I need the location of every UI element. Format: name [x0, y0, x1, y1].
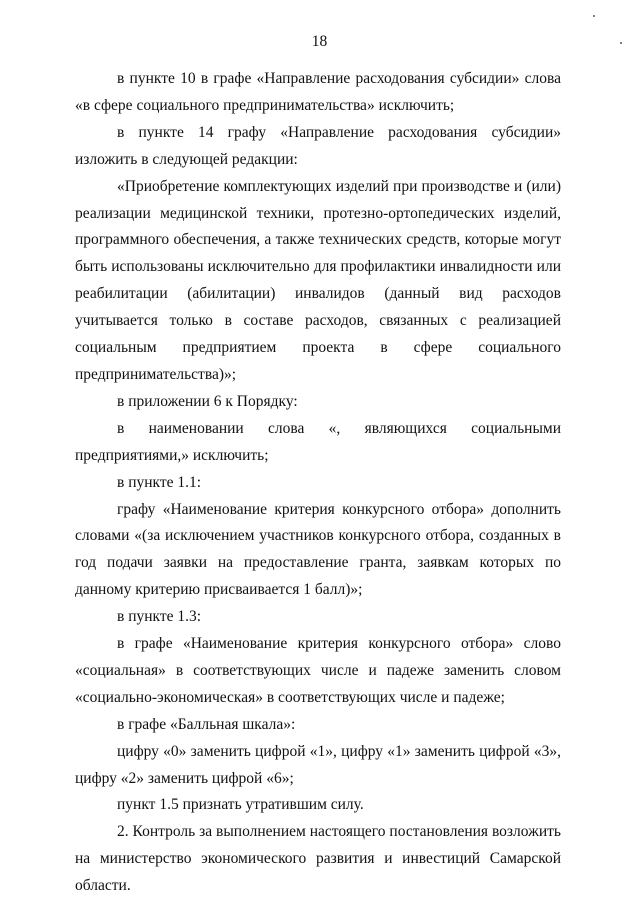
page-number: 18: [311, 33, 328, 50]
paragraph: в пункте 10 в графе «Направление расходования субсидии» слова «в сфере социального предпринимательства» исключить;: [75, 70, 561, 114]
paragraph: в наименовании слова «, являющихся социальными предприятиями,» исключить;: [75, 419, 561, 464]
paragraph: в пункте 14 графу «Направление расходования субсидии» изложить в следующей редакции:: [75, 123, 561, 168]
document-body: [75, 66, 561, 900]
paragraph: в пункте 1.3:: [117, 608, 202, 626]
paragraph: в графе «Наименование критерия конкурсного отбора» слово «социальная» в соответствующих числе и падеже заменить словом «социально-экономическая» в соответствующих числе и падеже;: [75, 635, 561, 706]
paragraph: в пункте 1.1:: [117, 473, 202, 491]
paragraph: цифру «0» заменить цифрой «1», цифру «1» заменить цифрой «3», цифру «2» заменить цифрой «6»;: [75, 742, 561, 787]
paragraph: 2. Контроль за выполнением настоящего постановления возложить на министерство экономического развития и инвестиций Самарской области.: [75, 823, 561, 895]
paragraph: графу «Наименование критерия конкурсного отбора» дополнить словами «(за исключением участников конкурсного отбора, созданных в год подачи заявки на предоставление гранта, заявкам которых по данному критерию присваивается 1 балл)»;: [75, 500, 561, 599]
paragraph: «Приобретение комплектующих изделий при производстве и (или) реализации медицинской техники, протезно-ортопедических изделий, программного обеспечения, а также технических средств, которые могут быть использованы исключительно для профилактики инвалидности или реабилитации (абилитации) инвалидов (данный вид расходов учитывается только в составе расходов, связанных с реализацией социальным предприятием проекта в сфере социального предпринимательства)»;: [75, 177, 561, 383]
paragraph: в графе «Балльная шкала»:: [117, 715, 296, 733]
paragraph: пункт 1.5 признать утратившим силу.: [117, 796, 364, 814]
scan-speck: [593, 15, 595, 17]
scan-speck: [620, 42, 622, 44]
paragraph: в приложении 6 к Порядку:: [117, 392, 298, 410]
